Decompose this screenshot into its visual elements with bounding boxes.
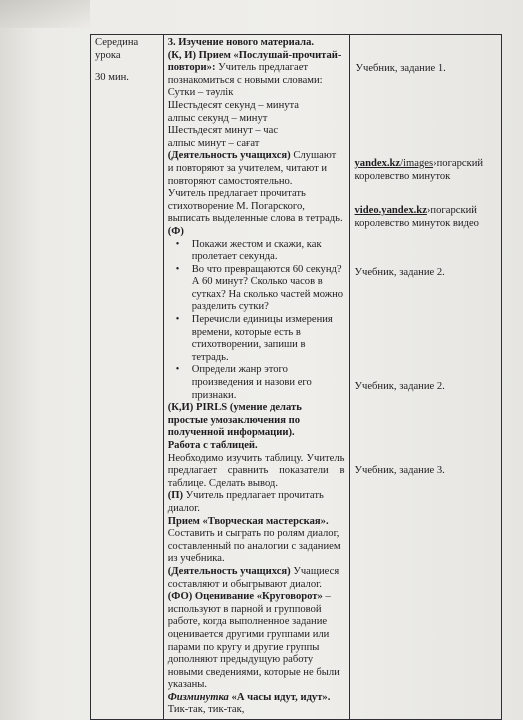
word-4: Шестьдесят минут – час — [167, 125, 279, 137]
list-item: • Определи жанр этого произведения и назови его признаки. — [188, 364, 345, 402]
f-label: (Ф) — [167, 225, 184, 237]
student-activity-1: (Деятельность учащихся) Слушают и повторяют за учителем, читают и повторяют самостоятельно. — [167, 150, 337, 187]
teacher-poem-task: Учитель предлагает прочитать стихотворение М. Погарского, выписать выделенные слова в тетрадь. — [167, 188, 343, 225]
word-2: Шестьдесят секунд – минута — [167, 99, 300, 111]
word-5: алпыс минут – сағат — [167, 137, 260, 149]
resource-link-yandex-video[interactable]: video.yandex.kz›погарский королевство минуток видео — [354, 205, 479, 229]
stage-time: 30 мин. — [95, 72, 129, 84]
resource-textbook-2b: Учебник, задание 2. — [354, 381, 445, 392]
p-dialog-task: (П) Учитель предлагает прочитать диалог. — [167, 490, 324, 514]
table-work-heading: Работа с таблицей. — [167, 440, 258, 451]
resource-link-yandex-images[interactable]: yandex.kz/images›погарский королевство минуток — [354, 158, 484, 182]
student-activity-2: (Деятельность учащихся) Учащиеся составляют и обыгрывают диалог. — [167, 565, 340, 590]
stage-cell — [91, 35, 164, 720]
word-3: алпыс секунд – минут — [167, 112, 268, 124]
resource-textbook-3: Учебник, задание 3. — [354, 465, 445, 476]
list-item: • Во что превращаются 60 секунд? А 60 минут? Сколько часов в сутках? На сколько частей можно разделить сутки? — [188, 264, 345, 314]
page-corner-shadow — [0, 0, 90, 28]
creative-workshop-text: Составить и сыграть по ролям диалог, составленный по аналогии с заданием из учебника. — [167, 528, 341, 565]
resource-textbook-1: Учебник, задание 1. — [355, 63, 446, 74]
fizminutka-heading: Физминутка «А часы идут, идут». — [167, 691, 331, 703]
list-item: • Перечисли единицы измерения времени, которые есть в стихотворении, запиши в тетрадь. — [188, 314, 345, 364]
table-row — [91, 35, 502, 720]
resource-textbook-2: Учебник, задание 2. — [354, 267, 445, 278]
section-heading: 3. Изучение нового материала. — [167, 37, 315, 48]
task-list — [168, 239, 345, 403]
pirls-heading: (К,И) PIRLS (умение делать простые умозаключения по полученной информации). — [167, 402, 302, 439]
method-listen-read-repeat: (К, И) Прием «Послушай-прочитай-повтори»: Учитель предлагает познакомиться с новыми словами: — [167, 49, 342, 86]
stage-label-line2: урока — [95, 49, 121, 61]
tick-tock-line: Тик-так, тик-так, — [167, 704, 245, 716]
stage-label-line1: Середина — [95, 37, 139, 48]
content-cell — [163, 35, 349, 720]
lesson-plan-table — [90, 34, 502, 720]
word-1: Сутки – тәулік — [167, 87, 234, 99]
creative-workshop-heading: Прием «Творческая мастерская». — [167, 515, 329, 527]
resources-cell — [349, 35, 502, 720]
list-item: • Покажи жестом и скажи, как пролетает секунда. — [188, 239, 345, 264]
assessment-text: (ФО) Оценивание «Круговорот» – используют в парной и групповой работе, когда выполненное задание оценивается другими группами или парами по кругу и другие группы дополняют предыдущую работу новыми сведениями, которые не были указаны. — [167, 591, 340, 691]
table-work-text: Необходимо изучить таблицу. Учитель предлагает сравнить показатели в таблице. Сделать вывод. — [167, 452, 345, 489]
